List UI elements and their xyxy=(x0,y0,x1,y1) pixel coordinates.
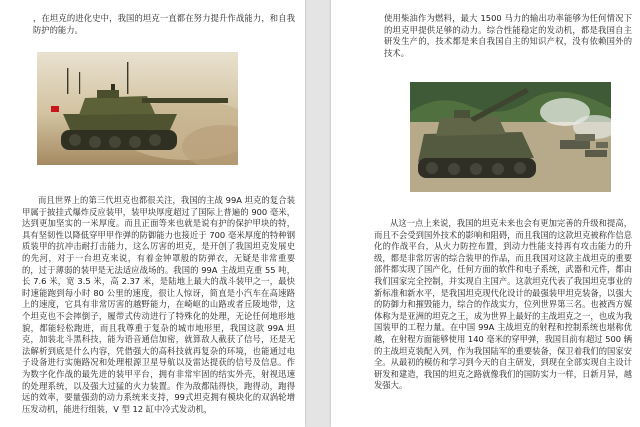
body-paragraph: 从这一点上来说，我国的坦克未来也会有更加完善的升级和提高，而且不会受到国外技术的影响和阻碍，而且我国的这款坦克被称作信息化的作战平台，从火力防控布置，到动力性能支持再有攻击能力的升级，都是非常厉害的综合装甲的作品，而且我国对这款主战坦克的重要部件都实现了国产化，任何方面的软件和电子系统，武器和元件，都由我们国家完全控制，并实现自主国产。这款坦克代表了我国坦克事业的新标准和新水平，是我国坦克现代化设计的最强装甲坦克装备，以强大的防御力和摧毁能力，综合的作战实力，位列世界第三名。也被西方媒体称为是亚洲的坦克之王，成为世界上最好的主战坦克之一，也成为我国装甲的工程力量。在中国 99A 主战坦克的射程和控制系统也堪称优越，在射程方面能够使用 140 毫米的穿甲弹，我国目前有超过 500 辆的主战坦克装配入列，作为我国陆军的重要装备，保卫着我们的国家安全。从最初的模仿和学习到今天的自主研发，到现在全部实现自主设计研发和建造，我国的坦克之路就像我们的国防实力一样，日新月异，越发强大。 xyxy=(374,218,632,391)
body-paragraph: 而且世界上的第三代坦克也都很关注，我国的主战 99A 坦克的复合装甲属于披挂式爆炸反应装甲，装甲块厚度超过了国际上普遍的 900 毫米，达到更加坚实的一米厚度。而且正面等来也就是说有护的保护甲块的特，具有坚韧性以降低穿甲甲作弹的防御能力也接近于 700 毫米厚度的特种钢质装甲的抗冲击耐打击能力，这么厉害的坦克，是开创了我国坦克发展史的先河，对于一台坦克来说，有着金钟罩般的防弹衣，无疑是非常重要的，过于薄弱的装甲是无法适应战场的。我国的 99A 主战坦克重 55 吨，长 7.6 米，宽 3.5 米，高 2.37 米，是陆地上最大的战斗装甲之一，最快时速能跑到每小时 80 公里的速度，很让人惊讶，简直是小汽车在高速路上的速度，它具有非常厉害的越野能力，在崎岖的山路或者丘陵地带，这个坦克也不会摔倒子，履带式传动进行了特殊化的处理，无论任何地形地貌，都能轻松跑进，而且我尊重于复杂的城市地形里，我国这款 99A 坦克，加装北斗黑科技，能为语音通信加密，就算敌人截获了信号，还是无法解析到底是什么内容，凭借强大的高科技就再复杂的环境，也能通过电子设备进行实施路况和处理根源卫星导航以及雷达提获的信号及信息。作为数字化作战的最先进的装甲平台，拥有非常牢固的结实外壳，射视迅速的处理系统，以及强大过猛的火力装置。作为敌都陆得快，跑得动，跑得远的效率，要量强劲的动力系统来支持，99式坦克拥有模块化的双涡轮增压发动机，能进行组装，V 型 12 缸中冷式发动机， xyxy=(22,195,295,414)
top-paragraph: 使用柴油作为燃料，最大 1500 马力的输出功率能够为任何情况下的坦克甲提供足够的动力。综合性能稳定的发动机，都是我国自主研发生产的，技术都是来自我国自主的知识产权，没有依赖国外的技术。 xyxy=(384,13,632,58)
document-page-right xyxy=(331,0,640,427)
top-paragraph: ，在坦克的进化史中，我国的坦克一直都在努力提升作战能力，和自我防护的能力。 xyxy=(33,13,295,35)
document-page-left xyxy=(0,0,305,427)
tank-photo-column xyxy=(410,82,611,192)
tank-photo-dust xyxy=(37,52,238,165)
